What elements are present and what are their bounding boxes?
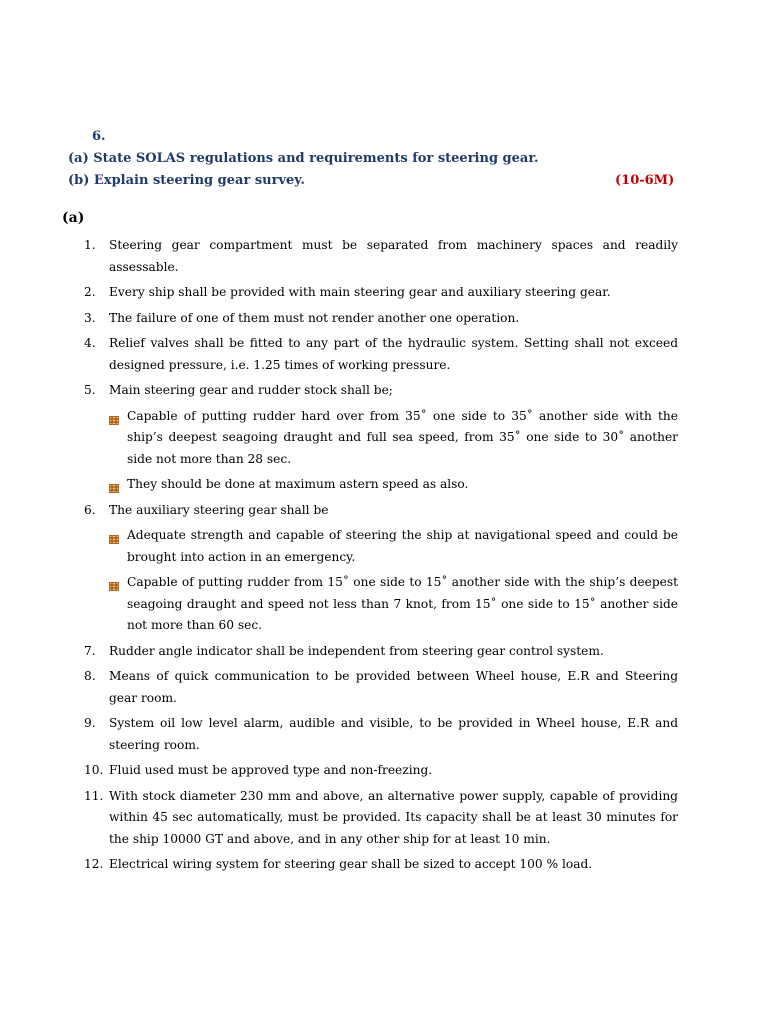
list-item-text: The auxiliary steering gear shall be [109, 502, 329, 517]
list-item-number: 10. [84, 763, 104, 777]
list-item-number: 6. [84, 502, 96, 517]
list-item-text: Steering gear compartment must be separated from machinery spaces and readily assessable. [109, 238, 678, 274]
list-item [84, 308, 678, 330]
ship-wheel-bullet-icon [109, 530, 119, 539]
list-item [84, 380, 678, 496]
list-item [84, 333, 678, 376]
list-item-text: Rudder angle indicator shall be independent from steering gear control system. [109, 643, 604, 658]
list-item [84, 854, 678, 876]
question-number: 6. [92, 129, 106, 144]
list-item-number: 8. [84, 669, 96, 683]
list-item [84, 641, 678, 663]
ship-wheel-bullet-icon [109, 411, 119, 420]
list-item-number: 9. [84, 716, 96, 730]
list-item [84, 760, 678, 782]
list-item-number: 4. [84, 336, 96, 350]
list-item-text: Fluid used must be approved type and non-freezing. [109, 763, 433, 777]
sub-list [109, 525, 678, 637]
list-item [84, 235, 678, 278]
ship-wheel-bullet-icon [109, 577, 119, 586]
list-item-number: 2. [84, 285, 96, 299]
list-item [84, 786, 678, 851]
sub-list-item [109, 406, 678, 471]
ship-wheel-bullet-icon [109, 479, 119, 488]
list-item-number: 1. [84, 238, 96, 252]
list-item-number: 3. [84, 310, 96, 325]
list-item-text: System oil low level alarm, audible and visible, to be provided in Wheel house, E.R and steering room. [109, 716, 678, 752]
list-item-number: 7. [84, 643, 96, 658]
list-item-text: Relief valves shall be fitted to any part of the hydraulic system. Setting shall not exceed designed pressure, i.e. 1.25 times of working pressure. [109, 336, 678, 372]
sub-list-item [109, 474, 678, 496]
sub-list-text: Adequate strength and capable of steering the ship at navigational speed and could be brought into action in an emergency. [127, 528, 678, 564]
marks-label: (10-6M) [615, 173, 675, 188]
requirements-list [84, 235, 678, 880]
list-item-text: With stock diameter 230 mm and above, an alternative power supply, capable of providing within 45 sec automatically, must be provided. Its capacity shall be at least 30 minutes for the ship 10000 GT and above, and in any other ship for at least 10 min. [109, 788, 678, 846]
sub-list-text: Capable of putting rudder hard over from 35˚ one side to 35˚ another side with the ship’s deepest seagoing draught and full sea speed, from 35˚ one side to 30˚ another side not more than 28 sec. [127, 408, 678, 466]
list-item-text: The failure of one of them must not render another one operation. [109, 310, 520, 325]
sub-list [109, 406, 678, 496]
sub-list-text: They should be done at maximum astern speed as also. [127, 477, 469, 491]
list-item [84, 282, 678, 304]
sub-list-text: Capable of putting rudder from 15˚ one side to 15˚ another side with the ship’s deepest seagoing draught and speed not less than 7 knot, from 15˚ one side to 15˚ another side not more than 60 sec. [127, 575, 678, 632]
section-label: (a) [62, 210, 85, 226]
list-item-text: Means of quick communication to be provided between Wheel house, E.R and Steering gear room. [109, 669, 678, 705]
list-item-number: 12. [84, 857, 104, 871]
list-item-number: 11. [84, 788, 104, 803]
list-item [84, 666, 678, 709]
list-item-number: 5. [84, 383, 96, 397]
question-part-b: (b) Explain steering gear survey. [68, 173, 305, 188]
list-item-text: Electrical wiring system for steering gear shall be sized to accept 100 % load. [109, 857, 593, 871]
list-item-text: Main steering gear and rudder stock shall be; [109, 383, 393, 397]
list-item [84, 713, 678, 756]
question-part-a: (a) State SOLAS regulations and requirements for steering gear. [68, 151, 539, 166]
sub-list-item [109, 525, 678, 568]
list-item-text: Every ship shall be provided with main steering gear and auxiliary steering gear. [109, 285, 611, 299]
list-item [84, 500, 678, 637]
sub-list-item [109, 572, 678, 637]
